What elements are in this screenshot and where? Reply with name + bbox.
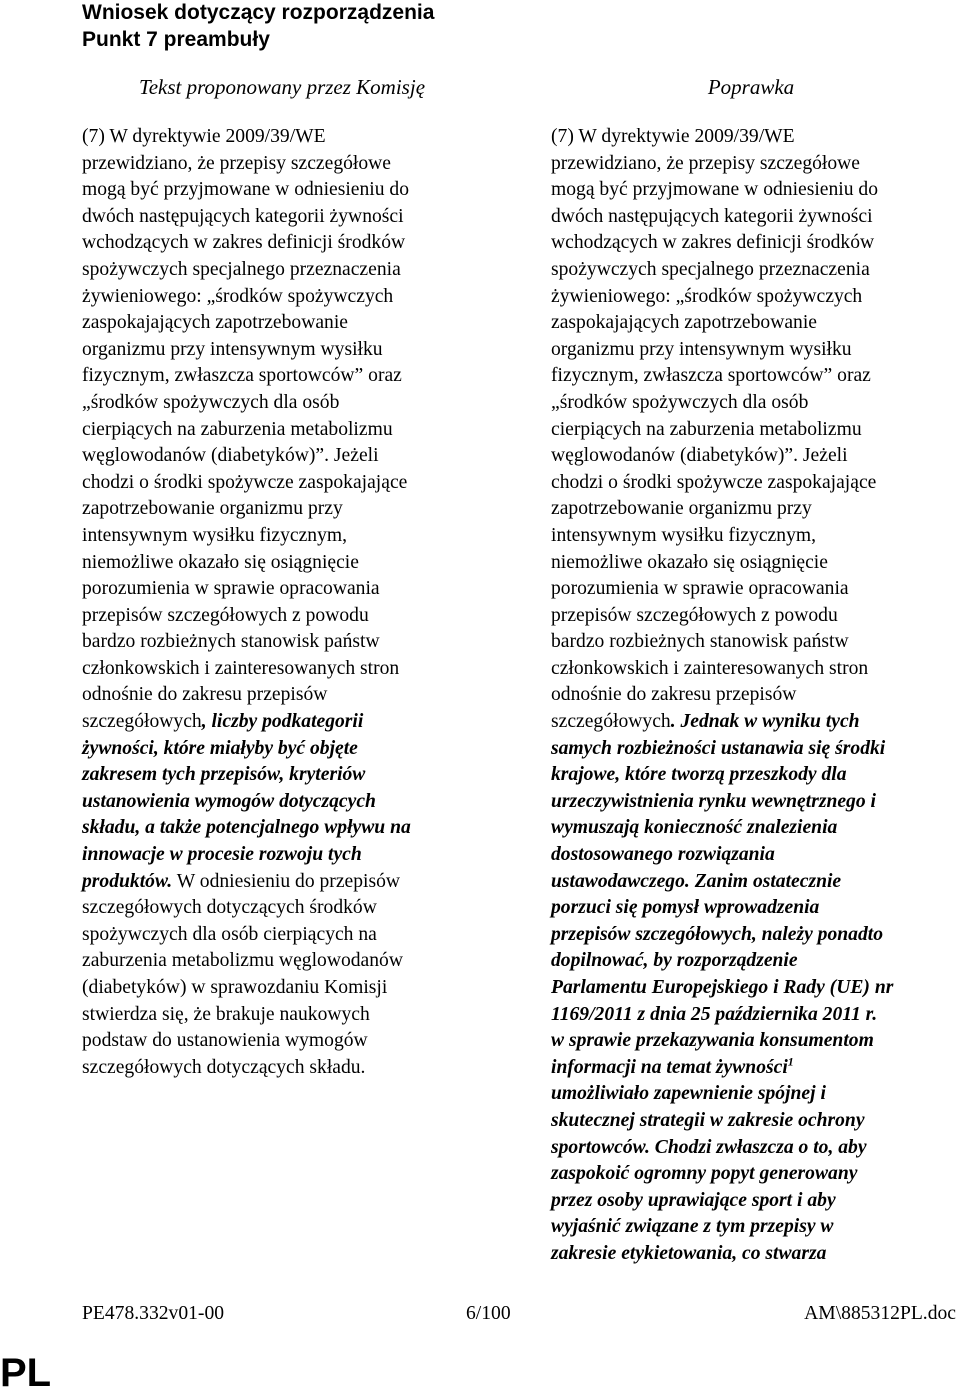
- text-line: [82, 1002, 482, 1029]
- text-line: [551, 576, 951, 603]
- text-segment: przepisów szczegółowych, należy ponadto: [551, 923, 884, 945]
- text-line: [82, 550, 482, 577]
- text-line: [551, 736, 951, 763]
- text-line: [551, 1188, 951, 1215]
- text-line: [551, 815, 951, 842]
- text-segment: intensywnym wysiłku fizycznym,: [551, 524, 817, 546]
- text-line: [82, 815, 482, 842]
- text-segment: spożywczych dla osób cierpiących na: [82, 923, 377, 945]
- text-segment: przepisów szczegółowych z powodu: [82, 604, 369, 626]
- text-line: [551, 922, 951, 949]
- text-line: [551, 842, 951, 869]
- text-segment: żywieniowego: „środków spożywczych: [82, 285, 394, 307]
- text-segment: ustawodawczego. Zanim ostatecznie: [551, 870, 842, 892]
- text-line: [82, 895, 482, 922]
- text-line: [551, 417, 951, 444]
- text-segment: informacji na temat żywności: [551, 1056, 788, 1078]
- file-reference: AM\885312PL.doc: [804, 1303, 956, 1324]
- text-segment: organizmu przy intensywnym wysiłku: [551, 338, 852, 360]
- text-line: [551, 1241, 951, 1268]
- text-line: [551, 257, 951, 284]
- text-line: [82, 789, 482, 816]
- text-segment: mogą być przyjmowane w odniesieniu do: [82, 179, 410, 201]
- commission-text-column: [82, 124, 482, 1081]
- text-line: [551, 1055, 951, 1082]
- text-line: [82, 762, 482, 789]
- text-line: [82, 523, 482, 550]
- language-code: PL: [0, 1351, 52, 1395]
- text-line: [551, 523, 951, 550]
- text-segment: (diabetyków) w sprawozdaniu Komisji: [82, 977, 388, 998]
- text-segment: członkowskich i zainteresowanych stron: [82, 657, 400, 679]
- text-line: [551, 124, 951, 151]
- text-segment: niemożliwe okazało się osiągnięcie: [551, 551, 828, 573]
- text-segment: sportowców. Chodzi zwłaszcza o to, aby: [551, 1136, 867, 1158]
- text-segment: chodzi o środki spożywcze zaspokajające: [82, 471, 408, 493]
- text-segment: szczegółowych: [82, 711, 202, 733]
- text-segment: wyjaśnić związane z tym przepisy w: [551, 1216, 834, 1238]
- text-line: [82, 576, 482, 603]
- text-line: [82, 284, 482, 311]
- text-segment: porozumienia w sprawie opracowania: [82, 578, 380, 600]
- text-segment: niemożliwe okazało się osiągnięcie: [82, 551, 359, 573]
- text-segment: produktów.: [82, 870, 173, 892]
- text-segment: spożywczych specjalnego przeznaczenia: [551, 258, 870, 280]
- text-segment: szczegółowych dotyczących składu.: [82, 1056, 366, 1078]
- text-segment: chodzi o środki spożywcze zaspokajające: [551, 471, 877, 493]
- text-line: [82, 124, 482, 151]
- text-segment: przez osoby uprawiające sport i aby: [551, 1189, 836, 1211]
- text-segment: fizycznym, zwłaszcza sportowców” oraz: [551, 365, 871, 387]
- page-number: 6/100: [466, 1303, 511, 1324]
- text-line: [82, 948, 482, 975]
- left-column-title: Tekst proponowany przez Komisję: [138, 75, 426, 99]
- text-segment: fizycznym, zwłaszcza sportowców” oraz: [82, 365, 402, 387]
- text-segment: żywności, które miałyby być objęte: [82, 737, 358, 759]
- text-segment: szczegółowych dotyczących środków: [82, 897, 377, 919]
- text-line: [551, 789, 951, 816]
- text-segment: zaspokoić ogromny popyt generowany: [551, 1163, 858, 1185]
- text-line: [82, 470, 482, 497]
- document-reference: PE478.332v01-00: [82, 1303, 225, 1324]
- text-segment: „środków spożywczych dla osób: [82, 391, 340, 413]
- text-line: [82, 230, 482, 257]
- text-line: [82, 337, 482, 364]
- text-line: [551, 310, 951, 337]
- text-segment: żywieniowego: „środków spożywczych: [551, 285, 863, 307]
- text-segment: mogą być przyjmowane w odniesieniu do: [551, 179, 879, 201]
- text-segment: bardzo rozbieżnych stanowisk państw: [82, 631, 380, 653]
- document-heading: [82, 0, 434, 53]
- text-line: [82, 922, 482, 949]
- text-line: [551, 1135, 951, 1162]
- text-segment: zakresie etykietowania, co stwarza: [551, 1242, 827, 1264]
- text-line: [551, 470, 951, 497]
- text-line: [82, 417, 482, 444]
- text-line: [82, 1055, 482, 1082]
- text-line: [82, 1028, 482, 1055]
- text-line: [82, 363, 482, 390]
- amendment-text-column: [551, 124, 951, 1268]
- text-segment: dostosowanego rozwiązania: [551, 844, 775, 866]
- text-line: [551, 550, 951, 577]
- text-segment: przewidziano, że przepisy szczegółowe: [551, 152, 860, 174]
- text-line: [551, 948, 951, 975]
- footnote-marker: 1: [787, 1054, 794, 1069]
- text-line: [82, 736, 482, 763]
- text-line: [82, 842, 482, 869]
- text-line: [551, 230, 951, 257]
- text-segment: 1169/2011 z dnia 25 października 2011 r.: [551, 1003, 878, 1025]
- text-segment: wchodzących w zakres definicji środków: [551, 232, 875, 254]
- text-line: [551, 975, 951, 1002]
- text-segment: wymuszają konieczność znalezienia: [551, 817, 838, 839]
- text-segment: dopilnować, by rozporządzenie: [551, 950, 798, 972]
- right-column-title: Poprawka: [707, 75, 795, 99]
- text-segment: zaspokajających zapotrzebowanie: [551, 312, 817, 334]
- text-segment: podstaw do ustanowienia wymogów: [82, 1030, 368, 1052]
- text-line: [551, 151, 951, 178]
- text-line: [82, 682, 482, 709]
- text-segment: spożywczych specjalnego przeznaczenia: [82, 258, 401, 280]
- text-segment: dwóch następujących kategorii żywności: [551, 205, 873, 227]
- text-line: [82, 390, 482, 417]
- text-segment: cierpiących na zaburzenia metabolizmu: [551, 418, 862, 440]
- text-line: [82, 869, 482, 896]
- text-segment: W odniesieniu do przepisów: [172, 870, 401, 892]
- text-segment: (7) W dyrektywie 2009/39/WE: [82, 126, 326, 147]
- text-line: [551, 390, 951, 417]
- text-line: [551, 337, 951, 364]
- text-line: [82, 656, 482, 683]
- heading-title: Wniosek dotyczący rozporządzenia: [82, 1, 435, 24]
- text-line: [551, 709, 951, 736]
- text-segment: szczegółowych: [551, 711, 671, 733]
- text-line: [82, 603, 482, 630]
- text-segment: (7) W dyrektywie 2009/39/WE: [551, 126, 795, 147]
- text-segment: zaburzenia metabolizmu węglowodanów: [82, 950, 404, 972]
- text-line: [551, 656, 951, 683]
- text-line: [551, 869, 951, 896]
- text-segment: dwóch następujących kategorii żywności: [82, 205, 404, 227]
- text-line: [551, 1028, 951, 1055]
- text-segment: zakresem tych przepisów, kryteriów: [82, 764, 366, 786]
- text-line: [551, 496, 951, 523]
- text-segment: członkowskich i zainteresowanych stron: [551, 657, 869, 679]
- text-line: [82, 204, 482, 231]
- text-segment: zapotrzebowanie organizmu przy: [551, 498, 812, 520]
- text-line: [82, 496, 482, 523]
- text-line: [551, 204, 951, 231]
- text-line: [551, 895, 951, 922]
- text-segment: węglowodanów (diabetyków)”. Jeżeli: [551, 445, 848, 467]
- text-segment: umożliwiało zapewnienie spójnej i: [551, 1083, 826, 1105]
- text-segment: organizmu przy intensywnym wysiłku: [82, 338, 383, 360]
- heading-subtitle: Punkt 7 preambuły: [82, 27, 270, 51]
- text-segment: przepisów szczegółowych z powodu: [551, 604, 838, 626]
- text-line: [82, 151, 482, 178]
- text-line: [551, 1081, 951, 1108]
- text-line: [551, 284, 951, 311]
- text-segment: „środków spożywczych dla osób: [551, 391, 809, 413]
- text-segment: wchodzących w zakres definicji środków: [82, 232, 406, 254]
- text-segment: innowacje w procesie rozwoju tych: [82, 844, 362, 866]
- text-line: [551, 1108, 951, 1135]
- text-line: [82, 443, 482, 470]
- text-segment: odnośnie do zakresu przepisów: [82, 684, 328, 706]
- text-segment: intensywnym wysiłku fizycznym,: [82, 524, 348, 546]
- text-segment: bardzo rozbieżnych stanowisk państw: [551, 631, 849, 653]
- text-segment: ustanowienia wymogów dotyczących: [82, 790, 376, 812]
- text-segment: porzuci się pomysł wprowadzenia: [551, 897, 820, 919]
- text-line: [551, 1002, 951, 1029]
- text-line: [551, 682, 951, 709]
- text-line: [551, 1161, 951, 1188]
- text-segment: składu, a także potencjalnego wpływu na: [82, 817, 411, 839]
- text-line: [82, 975, 482, 1002]
- text-line: [82, 257, 482, 284]
- text-line: [551, 363, 951, 390]
- text-line: [551, 443, 951, 470]
- text-segment: zapotrzebowanie organizmu przy: [82, 498, 343, 520]
- text-line: [82, 629, 482, 656]
- text-segment: porozumienia w sprawie opracowania: [551, 578, 849, 600]
- text-line: [551, 603, 951, 630]
- text-segment: w sprawie przekazywania konsumentom: [551, 1030, 874, 1052]
- text-line: [82, 709, 482, 736]
- text-segment: stwierdza się, że brakuje naukowych: [82, 1003, 370, 1025]
- text-segment: przewidziano, że przepisy szczegółowe: [82, 152, 391, 174]
- text-segment: Parlamentu Europejskiego i Rady (UE) nr: [551, 977, 894, 998]
- text-segment: zaspokajających zapotrzebowanie: [82, 312, 348, 334]
- text-segment: odnośnie do zakresu przepisów: [551, 684, 797, 706]
- text-segment: urzeczywistnienia rynku wewnętrznego i: [551, 790, 876, 812]
- text-segment: krajowe, które tworzą przeszkody dla: [551, 764, 847, 786]
- text-segment: węglowodanów (diabetyków)”. Jeżeli: [82, 445, 379, 467]
- text-segment: samych rozbieżności ustanawia się środki: [551, 737, 886, 759]
- text-line: [551, 629, 951, 656]
- text-line: [551, 1214, 951, 1241]
- text-line: [551, 762, 951, 789]
- text-segment: cierpiących na zaburzenia metabolizmu: [82, 418, 393, 440]
- text-line: [82, 310, 482, 337]
- text-line: [82, 177, 482, 204]
- text-segment: skutecznej strategii w zakresie ochrony: [551, 1109, 865, 1131]
- text-segment: , liczby podkategorii: [201, 711, 364, 733]
- text-segment: . Jednak w wyniku tych: [670, 711, 860, 733]
- text-line: [551, 177, 951, 204]
